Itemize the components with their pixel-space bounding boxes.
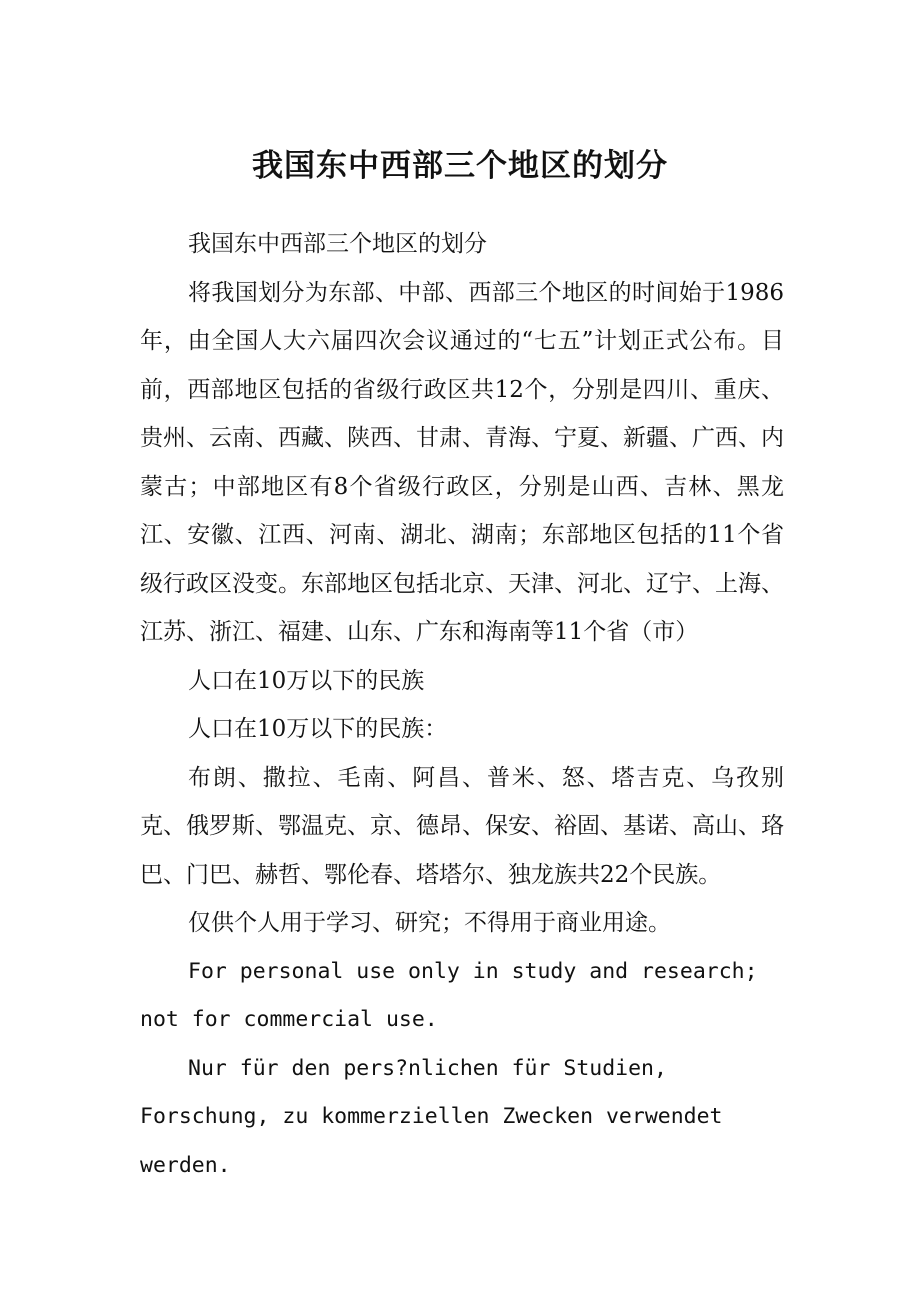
paragraph-heading-ethnic: 人口在10万以下的民族 bbox=[188, 667, 425, 694]
page-title: 我国东中西部三个地区的划分 bbox=[252, 148, 668, 184]
paragraph-subtitle: 我国东中西部三个地区的划分 bbox=[188, 231, 487, 257]
paragraph-disclaimer-en: For personal use only in study and research; not for commercial use. bbox=[140, 958, 758, 1032]
paragraph-ethnic-list: 布朗、撒拉、毛南、阿昌、普米、怒、塔吉克、乌孜别克、俄罗斯、鄂温克、京、德昂、保安、裕固、基诺、高山、珞巴、门巴、赫哲、鄂伦春、塔塔尔、独龙族共22个民族。 bbox=[140, 764, 784, 888]
paragraph-region-division: 将我国划分为东部、中部、西部三个地区的时间始于1986年，由全国人大六届四次会议通过的“七五”计划正式公布。目前，西部地区包括的省级行政区共12个，分别是四川、重庆、贵州、云南、西藏、陕西、甘肃、青海、宁夏、新疆、广西、内蒙古；中部地区有8个省级行政区，分别是山西、吉林、黑龙江、安徽、江西、河南、湖北、湖南；东部地区包括的11个省级行政区没变。东部地区包括北京、天津、河北、辽宁、上海、江苏、浙江、福建、山东、广东和海南等11个省（市） bbox=[140, 279, 784, 645]
paragraph-ethnic-intro: 人口在10万以下的民族： bbox=[188, 716, 448, 742]
document-body bbox=[140, 220, 784, 1190]
paragraph-disclaimer-de: Nur für den pers?nlichen für Studien, Forschung, zu kommerziellen Zwecken verwendet werden. bbox=[140, 1055, 723, 1178]
paragraph-disclaimer-cn: 仅供个人用于学习、研究；不得用于商业用途。 bbox=[188, 910, 671, 936]
